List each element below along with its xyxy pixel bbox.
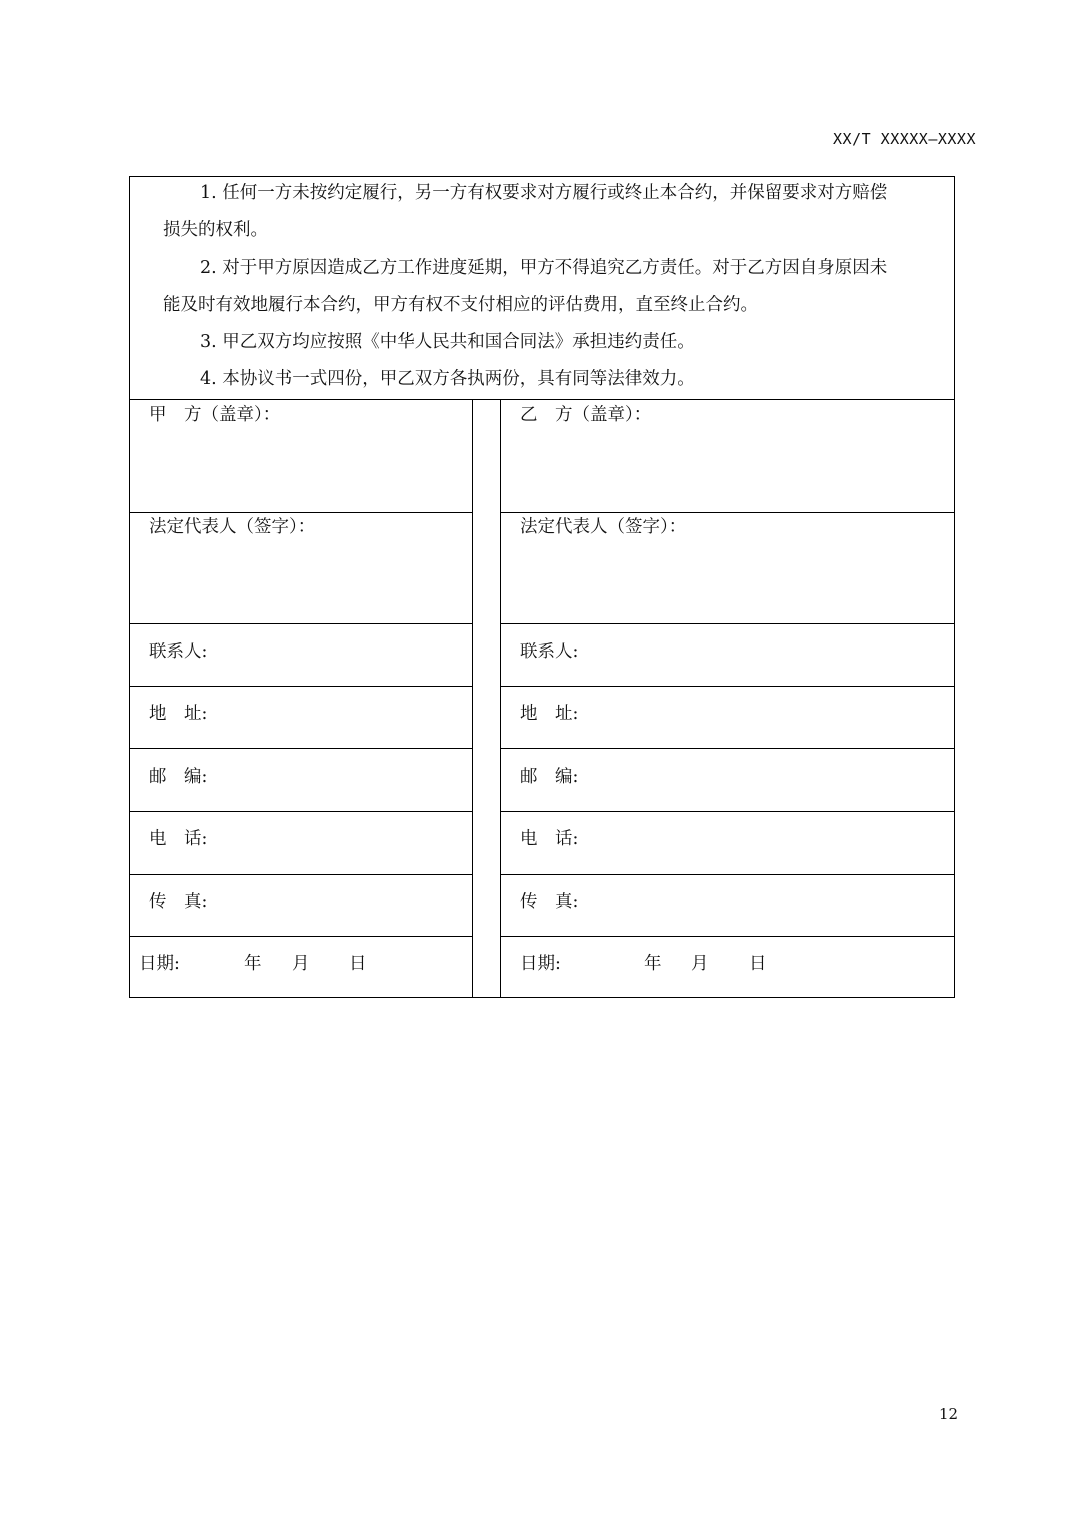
column-divider-right — [500, 400, 501, 997]
row-divider — [130, 811, 472, 812]
party-a-date-label: 日期: — [139, 954, 180, 974]
party-b-legal-rep-label: 法定代表人（签字）： — [520, 517, 687, 537]
party-a-legal-rep-label: 法定代表人（签字）： — [149, 517, 316, 537]
party-b-date-label: 日期: — [520, 954, 561, 974]
party-b-date-year: 年 — [644, 954, 662, 974]
party-a-postcode-label: 邮 编: — [149, 767, 208, 787]
row-divider — [500, 811, 954, 812]
document-code: XX/T XXXXX—XXXX — [833, 130, 976, 148]
party-a-contact-label: 联系人: — [149, 642, 208, 662]
party-b-postcode-label: 邮 编: — [520, 767, 579, 787]
party-b-seal-label: 乙 方（盖章）： — [520, 405, 652, 425]
row-divider — [500, 748, 954, 749]
party-b-address-label: 地 址: — [520, 704, 579, 724]
party-b-date-day: 日 — [749, 954, 767, 974]
party-a-address-label: 地 址: — [149, 704, 208, 724]
row-divider — [130, 874, 472, 875]
party-b-fax-label: 传 真: — [520, 892, 579, 912]
row-divider — [130, 936, 472, 937]
party-a-date-month: 月 — [292, 954, 310, 974]
party-a-date-year: 年 — [244, 954, 262, 974]
row-divider — [130, 748, 472, 749]
page-number: 12 — [939, 1405, 959, 1423]
row-divider — [500, 874, 954, 875]
row-divider — [500, 686, 954, 687]
row-divider — [130, 623, 472, 624]
party-a-seal-label: 甲 方（盖章）： — [149, 405, 281, 425]
agreement-table — [129, 176, 955, 998]
column-divider-left — [472, 400, 473, 997]
term-1-line-1: 1. 任何一方未按约定履行，另一方有权要求对方履行或终止本合约，并保留要求对方赔偿 — [200, 183, 888, 203]
term-4: 4. 本协议书一式四份，甲乙双方各执两份，具有同等法律效力。 — [200, 369, 695, 389]
party-a-phone-label: 电 话: — [149, 829, 208, 849]
party-b-phone-label: 电 话: — [520, 829, 579, 849]
term-3: 3. 甲乙双方均应按照《中华人民共和国合同法》承担违约责任。 — [200, 332, 695, 352]
term-2-line-1: 2. 对于甲方原因造成乙方工作进度延期，甲方不得追究乙方责任。对于乙方因自身原因未 — [200, 258, 888, 278]
party-b-date-month: 月 — [691, 954, 709, 974]
term-1-line-2: 损失的权利。 — [163, 220, 268, 240]
row-divider — [500, 936, 954, 937]
party-a-fax-label: 传 真: — [149, 892, 208, 912]
row-divider — [130, 686, 472, 687]
party-b-contact-label: 联系人: — [520, 642, 579, 662]
term-2-line-2: 能及时有效地履行本合约，甲方有权不支付相应的评估费用，直至终止合约。 — [163, 295, 758, 315]
row-divider — [500, 623, 954, 624]
terms-section — [130, 177, 954, 400]
party-a-date-day: 日 — [349, 954, 367, 974]
